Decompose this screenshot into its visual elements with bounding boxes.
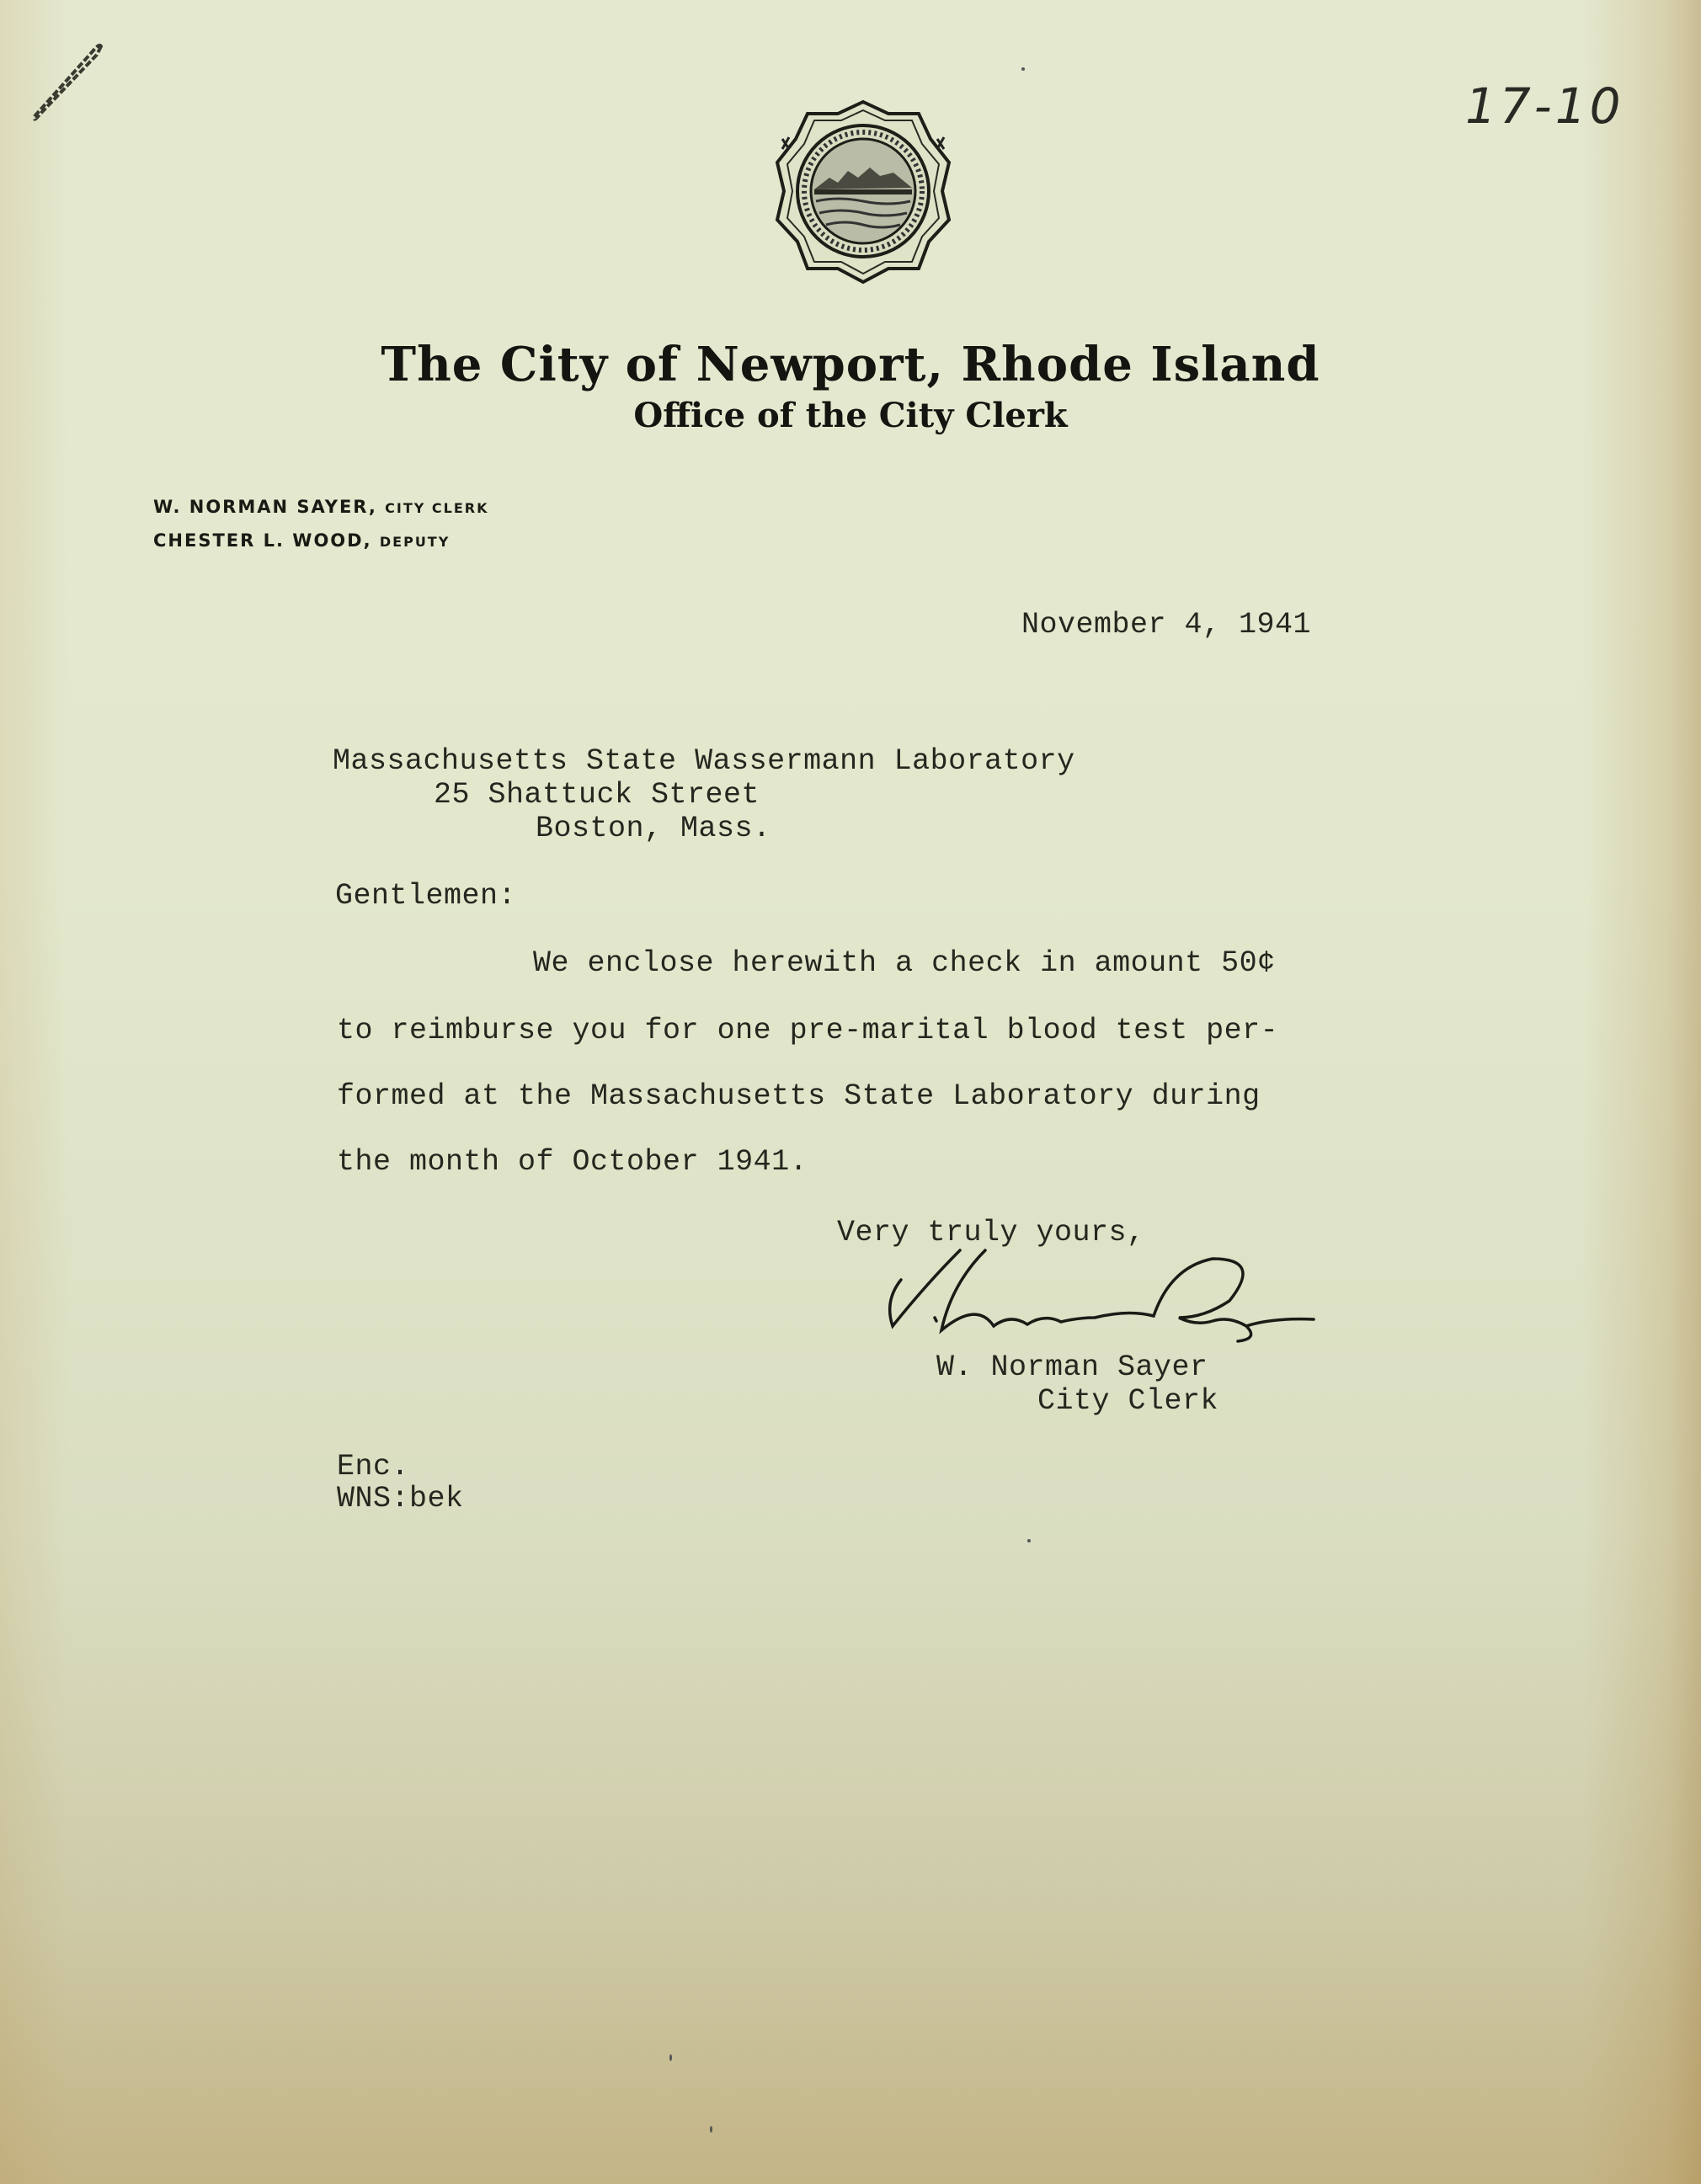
signer-name: W. Norman Sayer — [936, 1350, 1208, 1384]
recipient-line-2: 25 Shattuck Street — [434, 778, 760, 812]
body-line-4: the month of October 1941. — [337, 1145, 808, 1179]
recipient-line-3: Boston, Mass. — [536, 812, 771, 845]
paper-speck — [710, 2126, 712, 2133]
letter-date: November 4, 1941 — [1021, 608, 1312, 642]
enclosure-notation: Enc. — [337, 1450, 410, 1484]
letterhead-subtitle: Office of the City Clerk — [633, 396, 1068, 435]
body-line-3: formed at the Massachusetts State Laboratory during — [337, 1079, 1261, 1113]
paper-speck — [1021, 67, 1025, 71]
officer-clerk-name: W. NORMAN SAYER — [153, 497, 369, 517]
paper-speck — [1027, 1539, 1031, 1542]
city-seal-icon — [771, 97, 956, 286]
officer-clerk: W. NORMAN SAYER, CITY CLERK — [153, 497, 489, 517]
handwritten-signature-icon — [876, 1233, 1322, 1343]
officer-deputy: CHESTER L. WOOD, DEPUTY — [153, 530, 451, 551]
officer-deputy-role: DEPUTY — [379, 534, 451, 550]
body-line-1: We enclose herewith a check in amount 50¢ — [533, 946, 1276, 980]
body-line-2: to reimburse you for one pre-marital blood test per- — [337, 1014, 1279, 1047]
handwritten-file-number: 17-10 — [1465, 77, 1624, 135]
officer-clerk-role: CITY CLERK — [385, 500, 489, 516]
closing: Very truly yours, — [837, 1216, 1145, 1249]
officer-deputy-name: CHESTER L. WOOD — [153, 530, 364, 551]
letterhead-title: The City of Newport, Rhode Island — [381, 337, 1320, 392]
reference-initials: WNS:bek — [337, 1482, 464, 1515]
corner-pencil-mark-icon — [25, 38, 109, 131]
paper-speck — [669, 2054, 672, 2061]
salutation: Gentlemen: — [335, 879, 517, 913]
recipient-line-1: Massachusetts State Wassermann Laboratory — [333, 744, 1075, 778]
signer-title: City Clerk — [1037, 1384, 1219, 1418]
